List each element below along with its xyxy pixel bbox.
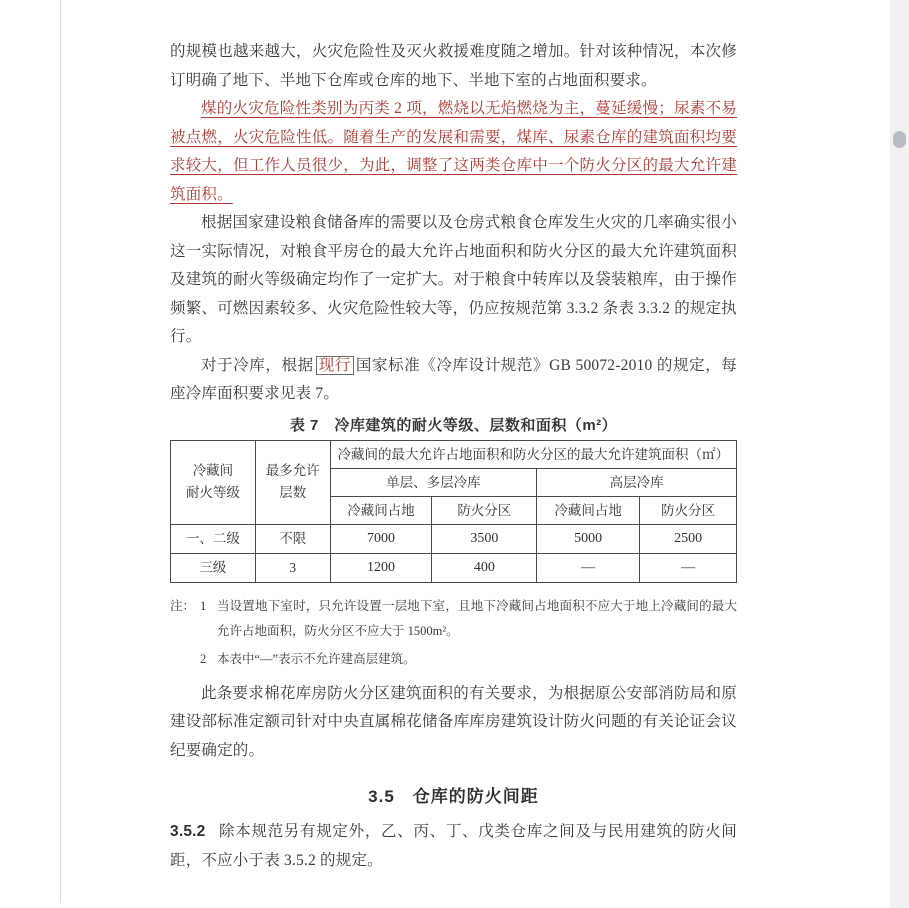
revision-boxed-word: 现行 [316,356,354,375]
table7-header-group-single-multi: 单层、多层冷库 [330,468,537,496]
paragraph-coal-revision-redlined: 煤的火灾危险性类别为丙类 2 项，燃烧以无焰燃烧为主，蔓延缓慢；尿素不易被点燃，火灾危险性低。随着生产的发展和需要，煤库、尿素仓库的建筑面积均要求较大，但工作人员很少，为此，调整了这两类仓库中一个防火分区的最大允许建筑面积。 [170,100,737,203]
header-line: 层数 [279,485,307,500]
header-line: 耐火等级 [185,485,240,500]
clause-3-5-2 [170,818,737,875]
table7-subheader: 防火分区 [640,496,737,524]
table7-cell-grade: 一、二级 [171,524,256,553]
table7-header-row-1 [171,440,737,468]
note-text: 本表中“—”表示不允许建高层建筑。 [217,651,416,666]
cold-storage-text-after: 国家标准《冷库设计规范》GB 50072-2010 的规定，每座冷库面积要求见表 7。 [170,356,737,402]
table7-cell-value: 3500 [432,524,537,553]
scrollbar-track[interactable] [890,0,909,908]
table7-caption: 表 7 冷库建筑的耐火等级、层数和面积（m²） [289,416,618,434]
table7-data-row [171,553,737,582]
table7-cell-value: 400 [432,553,537,582]
note-text: 当设置地下室时，只允许设置一层地下室，且地下冷藏间占地面积不应大于地上冷藏间的最大允许占地面积，防火分区不应大于 1500m²。 [217,598,737,638]
table7-cell-value: 1200 [330,553,432,582]
paragraph-cotton-warehouse: 此条要求棉花库房防火分区建筑面积的有关要求，为根据原公安部消防局和原建设部标准定额司针对中央直属棉花储备库库房建筑设计防火问题的有关论证会议纪要确定的。 [170,684,737,759]
paragraph-grain-warehouse: 根据国家建设粮食储备库的需要以及仓房式粮食仓库发生火灾的几率确实很小这一实际情况，对粮食平房仓的最大允许占地面积和防火分区的最大允许建筑面积及建筑的耐火等级确定均作了一定扩大。对于粮食中转库以及袋装粮库，由于操作频繁、可燃因素较多、火灾危险性较大等，仍应按规范第 3.3.2 条表 3.3.2 的规定执行。 [170,214,738,345]
table7-subheader: 防火分区 [432,496,537,524]
notes-label: 注： [170,598,196,613]
page-left-edge-line [60,0,61,903]
table7-cell-value: 2500 [640,524,737,553]
document-page-content [170,38,737,875]
table7-cell-grade: 三级 [171,553,256,582]
cold-storage-text-before: 对于冷库，根据 [201,356,314,374]
note-number: 1 [200,598,207,613]
header-line: 最多允许 [265,463,320,478]
clause-text: 除本规范另有规定外，乙、丙、丁、戊类仓库之间及与民用建筑的防火间距，不应小于表 3.5.2 的规定。 [170,823,737,869]
section-3-5-heading: 3.5 仓库的防火间距 [368,787,539,806]
header-line: 冷藏间 [192,463,234,478]
table7-cold-storage [170,440,737,583]
table7-note-2 [170,647,737,672]
clause-number: 3.5.2 [170,823,206,840]
paragraph-cold-storage [170,352,737,409]
table7-note-1 [170,594,737,644]
scrollbar-thumb[interactable] [893,131,906,148]
table7-header-fire-rating [171,440,256,524]
paragraph-scale-continuation: 的规模也越来越大，火灾危险性及灭火救援难度随之增加。针对该种情况，本次修订明确了地下、半地下仓库或仓库的地下、半地下室的占地面积要求。 [170,43,737,89]
table7-cell-floors: 3 [255,553,330,582]
table7-cell-floors: 不限 [255,524,330,553]
table7-subheader: 冷藏间占地 [330,496,432,524]
table7-cell-value: 7000 [330,524,432,553]
note-number: 2 [200,651,207,666]
table7-cell-value: — [537,553,640,582]
table7-header-group-highrise: 高层冷库 [537,468,737,496]
table7-header-span-title: 冷藏间的最大允许占地面积和防火分区的最大允许建筑面积（㎡） [330,440,736,468]
table7-cell-value: 5000 [537,524,640,553]
table7-cell-value: — [640,553,737,582]
table7-data-row [171,524,737,553]
table7-header-max-floors [255,440,330,524]
table7-notes [170,594,737,672]
table7-subheader: 冷藏间占地 [537,496,640,524]
